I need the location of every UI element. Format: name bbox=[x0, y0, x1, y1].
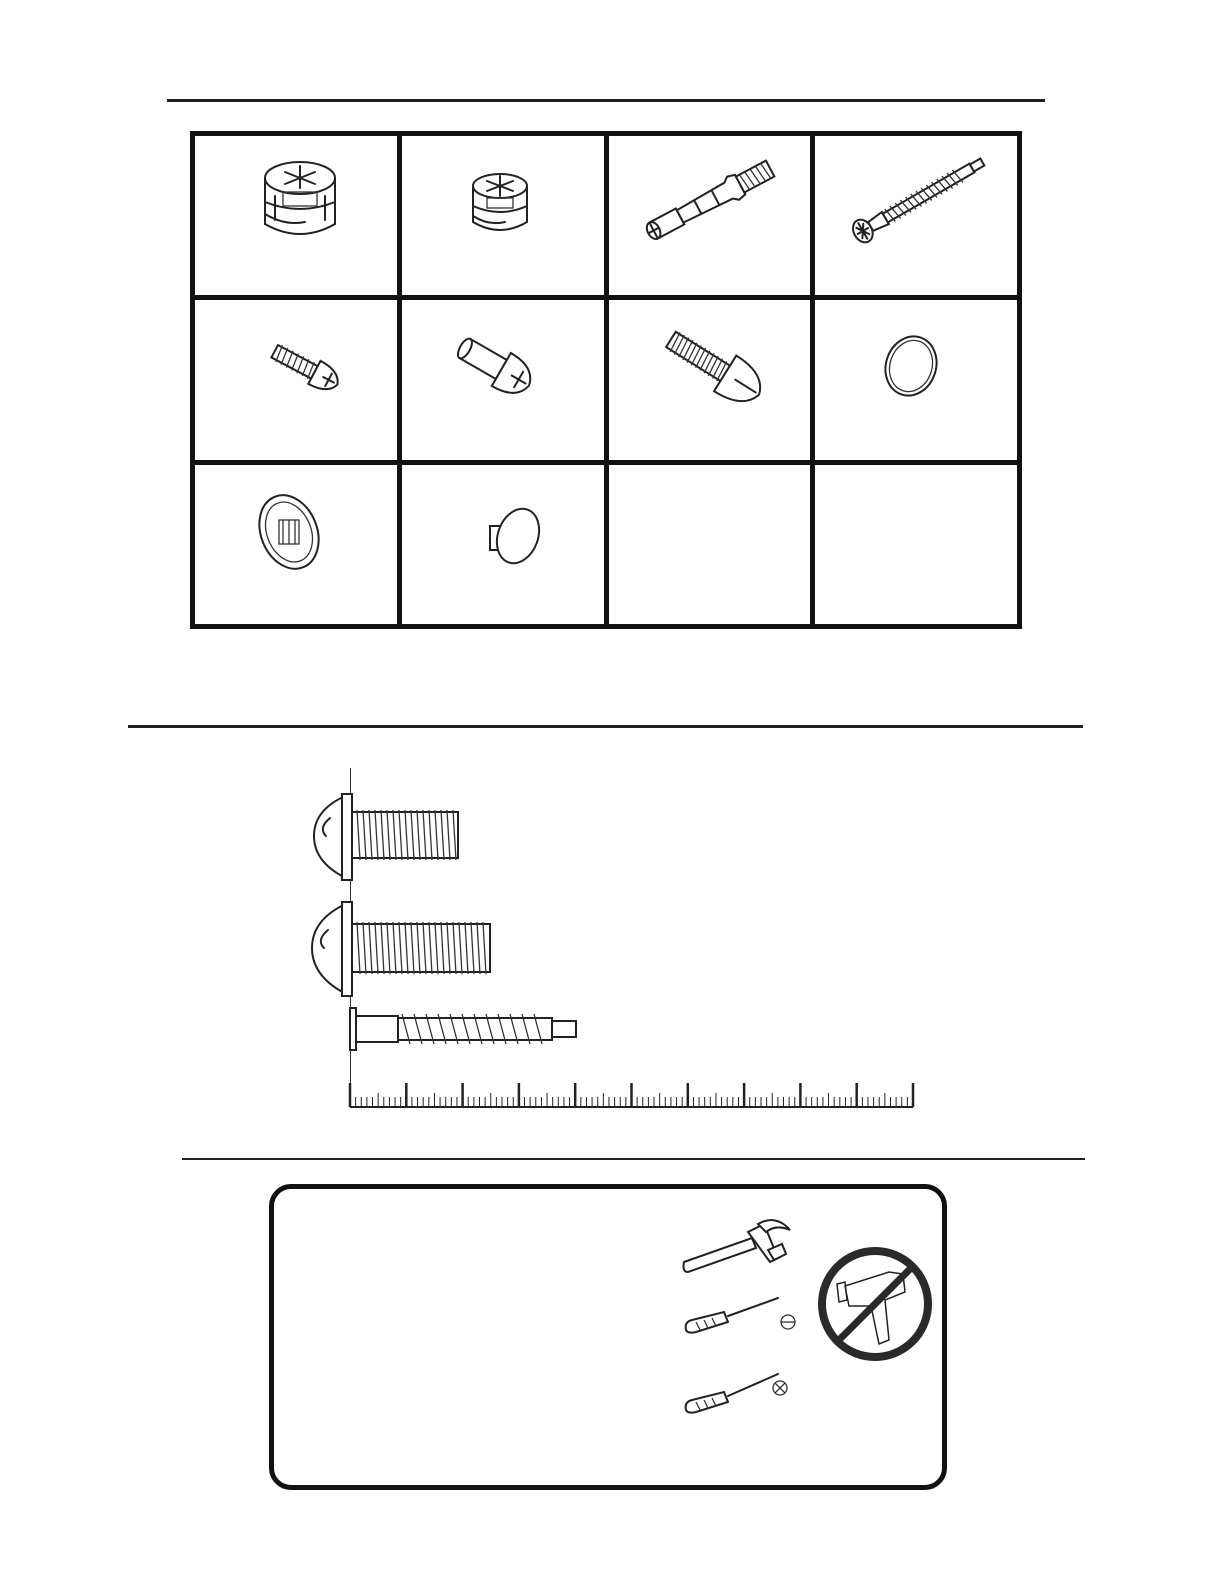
slotted-bolt-icon bbox=[655, 320, 775, 415]
cam-lock-small-icon bbox=[465, 168, 535, 240]
pan-head-screw-icon bbox=[265, 335, 355, 405]
grid-divider bbox=[810, 136, 815, 624]
flathead-screwdriver-icon bbox=[680, 1288, 800, 1348]
cam-lock-large-icon bbox=[255, 152, 345, 247]
grid-divider bbox=[195, 460, 1017, 465]
cam-dowel-bolt-icon bbox=[636, 145, 786, 255]
grid-divider bbox=[397, 136, 402, 624]
section-divider-bottom bbox=[182, 1158, 1085, 1160]
wood-screw-icon bbox=[346, 1004, 582, 1054]
section-divider-middle bbox=[128, 725, 1083, 728]
pan-head-bolt-short-icon bbox=[312, 788, 467, 888]
no-power-drill-icon bbox=[815, 1244, 935, 1364]
section-divider-top bbox=[167, 99, 1045, 102]
grid-divider bbox=[195, 295, 1017, 300]
cover-cap-icon bbox=[880, 332, 942, 400]
pan-head-bolt-long-icon bbox=[306, 900, 496, 1000]
plug-cap-icon bbox=[482, 500, 544, 572]
phillips-screwdriver-icon bbox=[680, 1368, 800, 1428]
washer-icon bbox=[253, 490, 325, 574]
hammer-icon bbox=[678, 1210, 798, 1280]
grid-divider bbox=[604, 136, 609, 624]
threaded-cam-bolt-icon bbox=[840, 143, 1000, 253]
scale-ruler bbox=[347, 1082, 919, 1112]
barrel-nut-icon bbox=[452, 322, 542, 412]
